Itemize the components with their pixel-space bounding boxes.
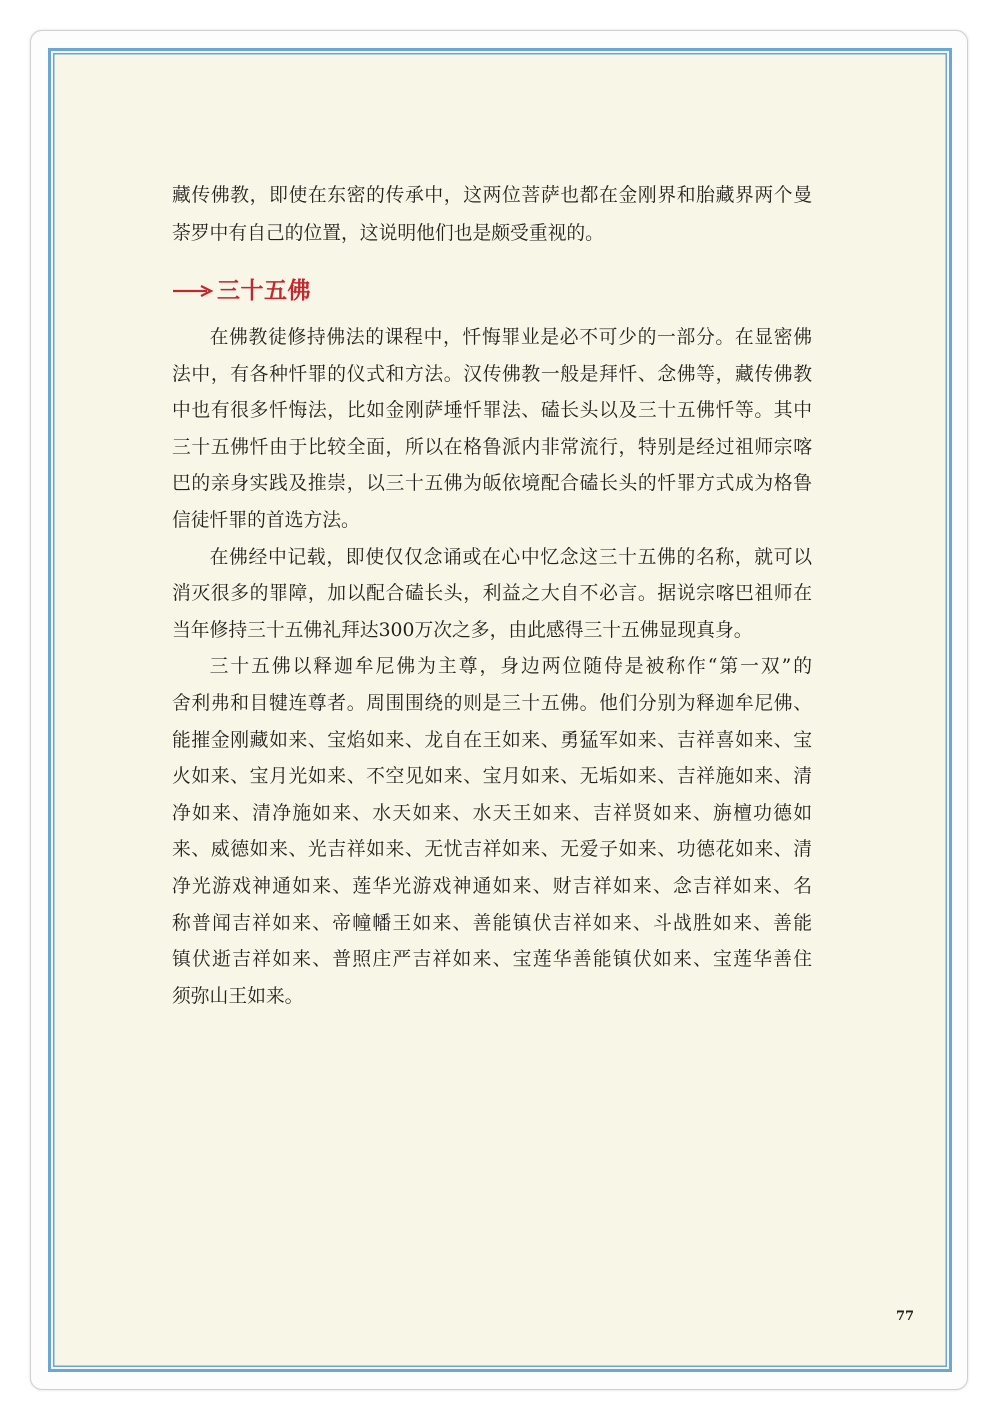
- text-line: 当年修持三十五佛礼拜达300万次之多，由此感得三十五佛显现真身。: [172, 619, 753, 641]
- text-line: 净光游戏神通如来、莲华光游戏神通如来、财吉祥如来、念吉祥如来、名: [172, 875, 812, 897]
- text-line: 三十五佛以释迦牟尼佛为主尊，身边两位随侍是被称作“第一双”的: [209, 656, 812, 678]
- text-line: 信徒忏罪的首选方法。: [172, 509, 360, 531]
- text-line: 三十五佛忏由于比较全面，所以在格鲁派内非常流行，特别是经过祖师宗喀: [172, 436, 812, 458]
- text-line: 在佛教徒修持佛法的课程中，忏悔罪业是必不可少的一部分。在显密佛: [209, 327, 812, 348]
- page-number: 77: [896, 1309, 915, 1324]
- arrow-right-icon: [172, 284, 214, 298]
- text-line: 在佛经中记载，即使仅仅念诵或在心中忆念这三十五佛的名称，就可以: [209, 546, 812, 568]
- page-body: [172, 177, 812, 1015]
- section-title: 三十五佛: [217, 278, 311, 304]
- paragraph: [172, 320, 812, 540]
- text-line: 镇伏逝吉祥如来、普照庄严吉祥如来、宝莲华善能镇伏如来、宝莲华善住: [172, 949, 812, 971]
- text-line: 法中，有各种忏罪的仪式和方法。汉传佛教一般是拜忏、念佛等，藏传佛教: [172, 363, 812, 385]
- text-line: 净如来、清净施如来、水天如来、水天王如来、吉祥贤如来、旃檀功德如: [172, 802, 812, 824]
- paragraph: [172, 177, 812, 253]
- text-line: 巴的亲身实践及推崇，以三十五佛为皈依境配合磕长头的忏罪方式成为格鲁: [172, 473, 812, 495]
- text-line: 消灭很多的罪障，加以配合磕长头，利益之大自不必言。据说宗喀巴祖师在: [172, 583, 812, 605]
- text-line: 中也有很多忏悔法，比如金刚萨埵忏罪法、磕长头以及三十五佛忏等。其中: [172, 400, 812, 422]
- text-line: 火如来、宝月光如来、不空见如来、宝月如来、无垢如来、吉祥施如来、清: [172, 766, 812, 788]
- text-line: 能摧金刚藏如来、宝焰如来、龙自在王如来、勇猛军如来、吉祥喜如来、宝: [172, 729, 812, 751]
- section-body: [172, 320, 812, 1015]
- paragraph: [172, 540, 812, 650]
- text-line: 称普闻吉祥如来、帝幢幡王如来、善能镇伏吉祥如来、斗战胜如来、善能: [172, 912, 812, 934]
- text-line: 藏传佛教，即使在东密的传承中，这两位菩萨也都在金刚界和胎藏界两个曼: [172, 185, 812, 206]
- section-heading: [172, 273, 812, 309]
- paragraph: [172, 649, 812, 1015]
- text-line: 须弥山王如来。: [172, 985, 304, 1007]
- text-line: 荼罗中有自己的位置，这说明他们也是颇受重视的。: [172, 223, 604, 244]
- text-line: 舍利弗和目犍连尊者。周围围绕的则是三十五佛。他们分别为释迦牟尼佛、: [172, 692, 812, 714]
- text-line: 来、威德如来、光吉祥如来、无忧吉祥如来、无爱子如来、功德花如来、清: [172, 839, 812, 861]
